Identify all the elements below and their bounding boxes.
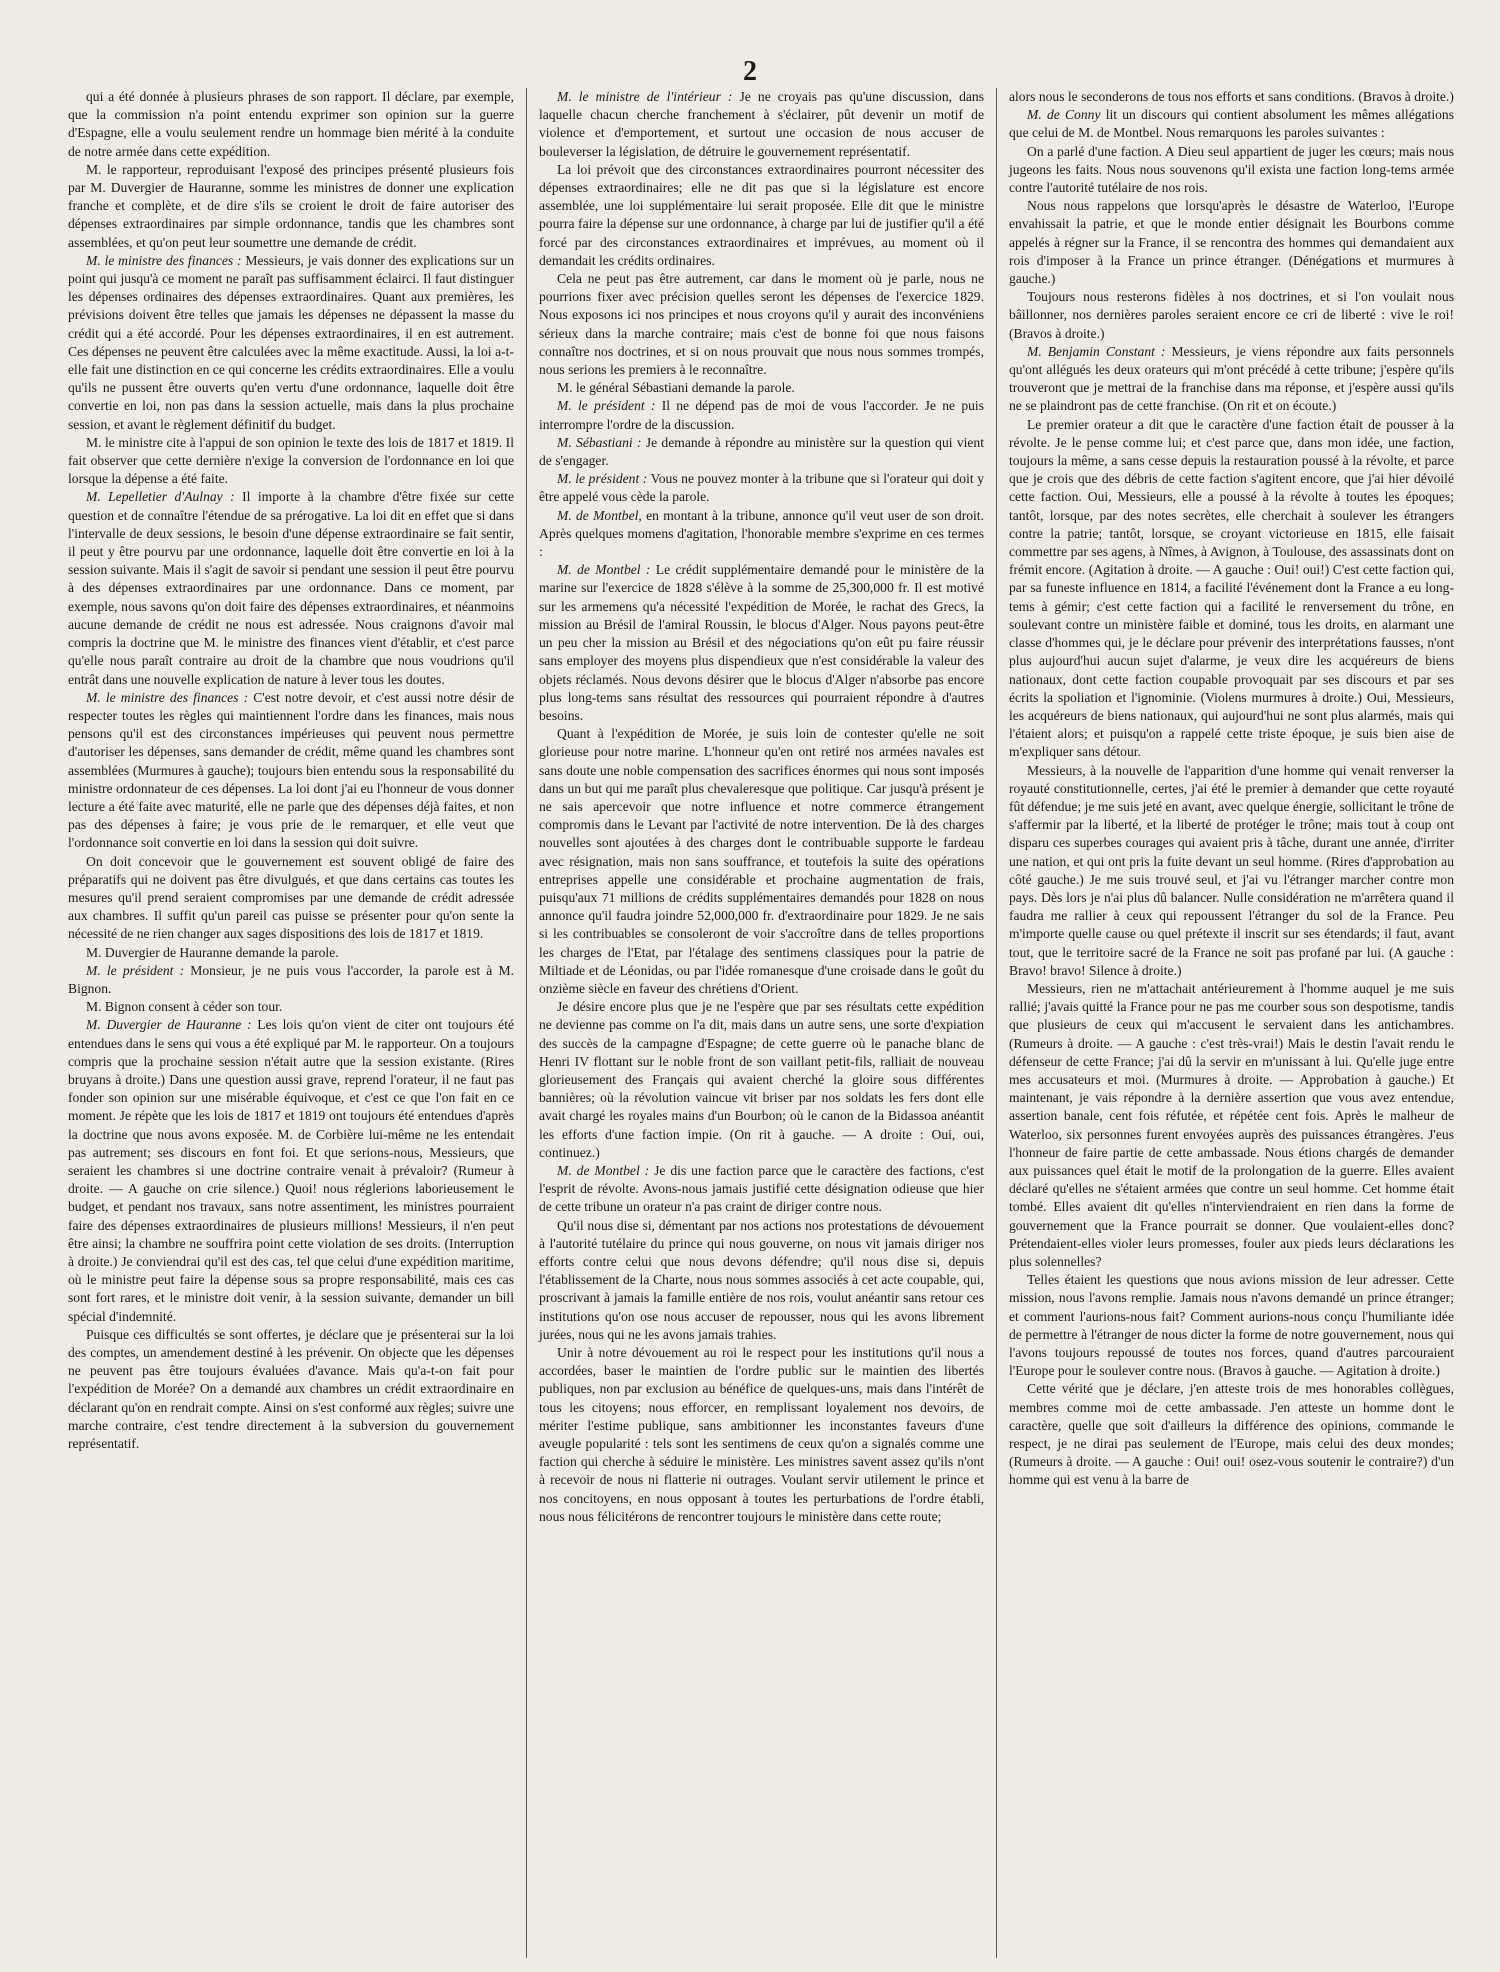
paragraph-text: M. Duvergier de Hauranne demande la parole.	[86, 944, 339, 960]
paragraph	[1009, 143, 1454, 198]
paragraph-text: Messieurs, à la nouvelle de l'apparition d'une homme qui venait renverser la royauté constitutionnelle, certes, j'ai été le premier à demander que cette royauté fût défendue; je me suis jeté en avant, avec quelque énergie, sollicitant le trône de s'affermir par la liberté, et la liberté de protéger le trône; mais tout à coup ont disparu ces superbes courages qui avaient pris à tâche, durant une année, d'irriter une nation, et qui ont pris la fuite devant un seul homme. (Rires d'approbation au côté gauche.) Je me suis trouvé seul, et j'ai vu l'étranger marcher contre mon pays. Dès lors je n'ai plus dû balancer. Nulle considération ne m'arrêtera quand il faudra me rallier à ceux qui repoussent l'étranger du sol de la France. Peu m'importe quelle cause ou quel prétexte il inscrit sur ses étendards; il faut, avant tout, que le territoire sacré de la France ne soit pas profané par lui. (A gauche : Bravo! bravo! Silence à droite.)	[1009, 762, 1454, 978]
paragraph	[539, 397, 984, 433]
paragraph	[539, 1217, 984, 1344]
paragraph-text: Telles étaient les questions que nous avions mission de leur adresser. Cette mission, nous l'avons remplie. Jamais nous n'avons demandé un prince étranger; et comment l'aurions-nous fait? Comment aurions-nous conçu l'humiliante idée de permettre à l'étranger de nous dicter la forme de notre gouvernement, nous qui l'avons toujours repoussé de toutes nos forces, quand d'autres parcouraient l'Europe pour le soulever contre nous. (Bravos à gauche. — Agitation à droite.)	[1009, 1272, 1454, 1379]
paragraph-text: Je demande à répondre au ministère sur la question qui vient de s'engager.	[539, 434, 984, 469]
paragraph	[1009, 197, 1454, 288]
paragraph-text: Je ne croyais pas qu'une discussion, dans laquelle chacun cherche franchement à s'éclairer, pût devenir un motif de violence et d'emportement, et surtout une occasion de nous accuser de bouleverser la législation, de détruire le gouvernement représentatif.	[539, 89, 984, 159]
paragraph-text: Le premier orateur a dit que le caractère d'une faction était de pousser à la révolte. Je le pense comme lui; et c'est parce que, dans mon idée, une faction, toujours la même, a sans cesse depuis la restauration poussé à la révolte, et parce que je crois que des débris de cette faction s'agitent encore, que j'ai hier dévoilé cette faction. Oui, Messieurs, elle a poussé à la révolte à toutes les époques; tantôt, lorsque, par des notes secrètes, elle cherchait à soulever les étrangers contre la patrie; tantôt, lorsque, se croyant victorieuse en 1815, elle faisait commettre par ses agens, à Nîmes, à Avignon, à Toulouse, des assassinats dont on frémit encore. (Agitation à droite. — A gauche : Oui! oui!) C'est cette faction qui, par sa funeste influence en 1814, a facilité l'événement dont la France a eu long-tems à gémir; c'est cette faction qui a facilité le renversement du trône, en soulevant contre un ministère faible et dominé, tous les droits, en alarmant une classe d'hommes qui, je le déclare pour prévenir des interprétations fausses, n'ont plus aujourd'hui aucun sujet d'alarme, je veux dire les acquéreurs de biens nationaux, dont cette faction coupable provoquait par ses discours et par ses écrits la spoliation et l'ignominie. (Violens murmures à droite.) Oui, Messieurs, les acquéreurs de biens nationaux, qui aujourd'hui ne sont plus alarmés, mais qui l'étaient alors; et puisqu'on a rappelé cette triste époque, je suis bien aise de m'expliquer sans détour.	[1009, 416, 1454, 760]
column-2	[526, 88, 996, 1958]
speaker-name: M. de Montbel,	[557, 507, 642, 523]
paragraph	[68, 962, 514, 998]
speaker-name: M. de Montbel :	[557, 1162, 650, 1178]
paragraph-text: Monsieur, je ne puis vous l'accorder, la parole est à M. Bignon.	[68, 962, 514, 996]
paragraph-text: On a parlé d'une faction. A Dieu seul appartient de juger les cœurs; mais nous jugeons les faits. Nous nous souvenons qu'il exista une faction long-tems armée contre l'autorité tutélaire de nos rois.	[1009, 143, 1454, 196]
paragraph-text: M. le général Sébastiani demande la parole.	[557, 380, 795, 396]
paragraph	[539, 88, 984, 161]
paragraph-text: Cette vérité que je déclare, j'en atteste trois de mes honorables collègues, membres comme moi de cette ambassade. J'en atteste un homme dont le caractère, quelle que soit d'ailleurs la différence des opinions, commande le respect, je ne dirai pas seulement de l'Europe, mais celui des deux mondes; (Rumeurs à droite. — A gauche : Oui! oui! osez-vous soutenir le contraire?) d'un homme qui est venu à la barre de	[1009, 1381, 1454, 1488]
paragraph-text: On doit concevoir que le gouvernement est souvent obligé de faire des préparatifs qui ne doivent pas être divulgués, et que dans certains cas toutes les mesures qu'il prend seraient compromises par une demande de crédit adressée aux chambres. Il suffit qu'un pareil cas puisse se présenter pour qu'on sente la nécessité de ne rien changer aux sages dispositions des lois de 1817 et 1819.	[68, 853, 514, 942]
speaker-name: M. Lepelletier d'Aulnay :	[86, 489, 235, 505]
paragraph-text: C'est notre devoir, et c'est aussi notre désir de respecter toutes les règles qui maintiennent l'ordre dans les finances, mais nous pensons qu'il est des circonstances impérieuses qui peuvent nous permettre d'autoriser les dépenses, sans demander de crédit, même quand les chambres sont assemblées (Murmures à gauche); toujours bien entendu sous la responsabilité du ministre ordonnateur de ces dépenses. La loi dont j'ai eu l'honneur de vous donner lecture a été faite avec maturité, elle ne parle que des dépenses déjà faites, et non pas des dépenses à faire; je vous prie de le remarquer, et elle veut que l'ordonnance soit convertie en loi dans la session qui doit suivre.	[68, 689, 514, 851]
paragraph-text: Nous nous rappelons que lorsqu'après le désastre de Waterloo, l'Europe envahissait la patrie, et que le monde entier désignait les Bourbons comme appelés à régner sur la France, il se rencontra des hommes qui demandaient aux rois d'imposer à la France un prince étranger. (Dénégations et murmures à gauche.)	[1009, 198, 1454, 287]
paragraph	[68, 88, 514, 161]
speaker-name: M. le président :	[557, 398, 656, 414]
paragraph-text: Je dis une faction parce que le caractère des factions, c'est l'esprit de révolte. Avons-nous jamais justifié cette désignation odieuse que hier de cette tribune un orateur n'a pas craint de diriger contre nous.	[539, 1162, 985, 1215]
paragraph	[1009, 88, 1454, 106]
speaker-name: M. le président :	[557, 471, 648, 487]
speaker-name: M. Duvergier de Hauranne :	[86, 1017, 252, 1033]
paragraph	[539, 1162, 984, 1217]
paragraph	[539, 434, 984, 470]
paragraph	[539, 561, 984, 725]
paragraph	[1009, 288, 1454, 343]
paragraph-text: Qu'il nous dise si, démentant par nos actions nos protestations de dévouement à l'autorité tutélaire du prince qui nous gouverne, on nous vit jamais diriger nos efforts contre celui que nous devons défendre; qu'il nous dise si, depuis l'établissement de la Charte, nous nous sommes associés à cet acte coupable, qui, proscrivant à jamais la famille entière de nos rois, voulut anéantir sans retour ces institutions qu'on ose nous accuser de repousser, nous qui les avons librement jurées, nous qui ne les avons jamais trahies.	[539, 1217, 984, 1342]
paragraph	[68, 689, 514, 853]
paragraph	[539, 998, 984, 1162]
paragraph	[1009, 416, 1454, 762]
speaker-name: M. le ministre des finances :	[86, 689, 249, 705]
speaker-name: M. de Montbel :	[557, 562, 651, 578]
paragraph	[1009, 762, 1454, 980]
paragraph	[68, 1016, 514, 1325]
paragraph-text: Le crédit supplémentaire demandé pour le ministère de la marine sur l'exercice de 1828 s'élève à la somme de 25,300,000 fr. Il est motivé sur les armemens qu'a nécessité l'expédition de Morée, le rachat des Grecs, la mission au Brésil de l'amiral Roussin, le blocus d'Alger. Nous payons peut-être un peu cher la mission au Brésil et des négociations qu'on eût pu faire réussir sans employer des moyens plus dispendieux que n'est considérable la valeur des objets réclamés. Nous devons désirer que le blocus d'Alger n'absorbe pas encore plus long-tems sans résultat des ressources qui pourraient répondre à d'autres besoins.	[539, 562, 984, 723]
column-3	[996, 88, 1466, 1958]
paragraph-text: M. le ministre cite à l'appui de son opinion le texte des lois de 1817 et 1819. Il fait observer que cette dernière n'exige la conversion de l'ordonnance en loi que lorsque la dépense a été faite.	[68, 434, 514, 487]
paragraph-text: en montant à la tribune, annonce qu'il veut user de son droit. Après quelques momens d'agitation, l'honorable membre s'exprime en ces termes :	[539, 507, 984, 560]
paragraph	[539, 1344, 984, 1526]
paragraph	[68, 434, 514, 489]
paragraph-text: Il importe à la chambre d'être fixée sur cette question et de connaître l'étendue de sa prérogative. La loi dit en effet que si dans l'intervalle de deux sessions, le besoin d'une dépense extraordinaire se fait sentir, il peut y être pourvu par une ordonnance, laquelle doit être convertie en loi à la session suivante. Mais il s'agit de savoir si pendant une session il peut être pourvu à des dépenses extraordinaires par une ordonnance. Dans ce moment, par exemple, nous savons qu'on doit faire des dépenses extraordinaires, et néanmoins aucune demande de crédit ne nous est adressée. Nous craignons d'avoir mal compris la doctrine que M. le ministre des finances vient d'établir, et c'est parce qu'elle nous paraît contraire au droit de la chambre que nous voudrions qu'il entrât dans une nouvelle explication de nature à lever tous les doutes.	[68, 489, 514, 687]
paragraph-text: M. le rapporteur, reproduisant l'exposé des principes présenté plusieurs fois par M. Duvergier de Hauranne, somme les ministres de donner une explication franche et complète, et de dire s'ils se croient le droit de faire autoriser des dépenses extraordinaires par simple ordonnance, tandis que les chambres sont assemblées, et qu'on peut leur soumettre une demande de crédit.	[68, 161, 514, 250]
paragraph-text: Quant à l'expédition de Morée, je suis loin de contester qu'elle ne soit glorieuse pour notre marine. L'honneur qu'en ont retiré nos armées navales est sans doute une noble compensation des sacrifices énormes qui nous sont imposés dans un but qui me paraît plus chevaleresque que politique. Car jusqu'à présent je ne sais apercevoir que notre influence et notre commerce étrangement compromis dans le Levant par l'activité de notre intervention. De là des charges nouvelles sont ajoutées à des charges dont le contribuable supporte le fardeau avec résignation, mais non sans souffrance, et toutefois la suite des opérations entreprises appelle une considérable et prochaine augmentation de frais, puisqu'aux 71 millions de crédits supplémentaires demandés pour 1828 on nous annonce qu'il faudra joindre 52,000,000 fr. d'extraordinaire pour 1829. Je ne sais si les contribuables se consoleront de voir s'accroître dans de telles proportions les charges de l'Etat, par l'étalage des sentimens classiques pour la patrie de Miltiade et de Léonidas, ou par l'idée romanesque d'une croisade dans le goût du onzième siècle en faveur des chrétiens d'Orient.	[539, 726, 984, 996]
page-number: 2	[743, 56, 757, 87]
paragraph	[539, 725, 984, 998]
paragraph	[1009, 1271, 1454, 1380]
paragraph	[539, 507, 984, 562]
speaker-name: M. le ministre des finances :	[86, 252, 242, 268]
paragraph-text: qui a été donnée à plusieurs phrases de son rapport. Il déclare, par exemple, que la commission n'a point entendu exprimer son opinion sur la guerre d'Espagne, elle a voulu seulement rendre un hommage bien mérité à la conduite de notre armée dans cette expédition.	[68, 89, 514, 159]
paragraph	[68, 853, 514, 944]
paragraph-text: Je désire encore plus que je ne l'espère que par ses résultats cette expédition ne devienne pas comme on l'a dit, mais dans un autre sens, une sorte d'expiation des succès de la campagne d'Espagne; de cette guerre où le panache blanc de Henri IV flottant sur le noble front de son vaillant petit-fils, ralliait de nouveau glorieusement des Français qui avaient cherché la gloire sous différentes bannières; où la révolution vaincue vit briser par nos soldats les fers dont elle avait chargé les royales mains d'un Bourbon; où le canon de la Bidassoa anéantit les efforts d'une faction impie. (On rit à gauche. — A droite : Oui, oui, continuez.)	[539, 999, 984, 1160]
paragraph-text: Les lois qu'on vient de citer ont toujours été entendues dans le sens qui vous a été expliqué par M. le rapporteur. On a toujours compris que la prochaine session n'était autre que la session existante. (Rires bruyans à droite.) Dans une question aussi grave, reprend l'orateur, il ne faut pas fonder son opinion sur une misérable équivoque, et c'est ce que l'on fait en ce moment. Je répète que les lois de 1817 et 1819 ont toujours été entendues d'après la doctrine que nous avons exposée. M. de Corbière lui-même ne les entendait pas autrement; ses discours en font foi. Et que serions-nous, Messieurs, que seraient les chambres si une doctrine contraire venait à prévaloir? (Rumeur à droite. — A gauche on crie silence.) Quoi! nous réglerions laborieusement le budget, et pendant nos travaux, sans notre assentiment, les ministres pourraient faire des dépenses extraordinaires de plusieurs millions! Messieurs, il n'en peut être ainsi; la chambre ne souffrira point cette violation de ses droits. (Interruption à droite.) Je conviendrai qu'il est des cas, tel que celui d'une expédition maritime, où le ministre peut faire la dépense sous sa propre responsabilité, mais ces cas sont fort rares, et le ministre doit venir, à la session suivante, demander un bill spécial d'indemnité.	[68, 1017, 515, 1324]
paragraph-text: Toujours nous resterons fidèles à nos doctrines, et si l'on voulait nous bâillonner, nos dernières paroles seraient encore ce cri de liberté : vive le roi! (Bravos à droite.)	[1009, 289, 1454, 341]
paragraph-text: La loi prévoit que des circonstances extraordinaires pourront nécessiter des dépenses extraordinaires; elle ne dit pas que si la législature est encore assemblée, une loi supplémentaire lui serait proposée. Elle dit que le ministre pourra faire la dépense sur une ordonnance, à charge par lui de justifier qu'il a été forcé par des circonstances extraordinaires et imprévues, au moment où il demandait les crédits ordinaires.	[539, 161, 984, 268]
paragraph	[1009, 106, 1454, 142]
paragraph-text: Vous ne pouvez monter à la tribune que si l'orateur qui doit y être appelé vous cède la parole.	[539, 471, 984, 505]
column-1	[56, 88, 526, 1958]
paragraph	[1009, 980, 1454, 1271]
speaker-name: M. Benjamin Constant :	[1027, 343, 1166, 359]
paragraph-text: Puisque ces difficultés se sont offertes, je déclare que je présenterai sur la loi des comptes, un amendement destiné à les prévenir. On objecte que les dépenses ne peuvent pas être toujours évaluées d'avance. Mais qu'a-t-on fait pour l'expédition de Morée? On a demandé aux chambres un crédit extraordinaire en déclarant qu'on en rendrait compte. Ainsi on s'est conformé aux règles; suivre une marche contraire, c'est tendre directement à la subversion du gouvernement représentatif.	[68, 1326, 514, 1452]
paragraph	[539, 270, 984, 379]
paragraph	[539, 161, 984, 270]
paragraph-text: Messieurs, je vais donner des explications sur un point qui jusqu'à ce moment ne paraît pas suffisamment éclairci. Il faut distinguer les dépenses ordinaires des dépenses extraordinaires. Quant aux premières, les prévisions doivent être telles que jamais les dépenses ne dépassent la masse du crédit qui a été accordé. Pour les dépenses extraordinaires, il en est autrement. Ces dépenses ne peuvent être calculées avec la même exactitude. Aussi, la loi a-t-elle fait une distinction en ce qui concerne les crédits extraordinaires. Elle a voulu qu'ils ne pussent être ouverts qu'en vertu d'une ordonnance, laquelle doit être convertie en loi, non pas dans la session actuelle, mais dans la plus prochaine session, et avant le règlement définitif du budget.	[68, 252, 514, 432]
paragraph	[68, 1326, 514, 1453]
speaker-name: M. de Conny	[1027, 107, 1101, 123]
paragraph	[68, 161, 514, 252]
paragraph-text: Unir à notre dévouement au roi le respect pour les institutions qu'il nous a accordées, baser le maintien de l'ordre public sur le maintien des libertés publiques, non par exclusion au bénéfice de quelques-uns, mais dans l'intérêt de tous les citoyens; nous efforcer, en remplissant loyalement nos devoirs, de mériter l'estime publique, sans ambitionner les inconstantes faveurs d'une aveugle popularité : tels sont les sentimens de ceux qu'on a signalés comme une faction qui cherche à séduire le ministère. Les ministres savent assez qu'ils n'ont à recevoir de nous ni flatterie ni outrages. Voulant servir utilement le prince et nos concitoyens, en nous opposant à toutes les perturbations de l'ordre établi, nous nous félicitérons de rencontrer toujours le ministère dans cette route;	[539, 1345, 984, 1524]
paragraph	[539, 470, 984, 506]
speaker-name: M. le président :	[86, 962, 185, 978]
paragraph	[68, 998, 514, 1016]
paragraph-text: Il ne dépend pas de moi de vous l'accorder. Je ne puis interrompre l'ordre de la discussion.	[539, 398, 984, 432]
paragraph-text: Messieurs, rien ne m'attachait antérieurement à l'homme auquel je me suis rallié; j'avais quitté la France pour ne pas me courber sous son despotisme, tandis que plusieurs de ceux qui m'accusent le servaient dans les antichambres. (Rumeurs à droite. — A gauche : c'est très-vrai!) Mais le destin l'avait rendu le défenseur de cette France; j'ai dû la servir en m'unissant à lui. Qu'elle juge entre mes accusateurs et moi. (Murmures à droite. — Approbation à gauche.) Et maintenant, je vais répondre à la dernière assertion que vous avez entendue, assertion banale, cent fois réfutée, et répétée cent fois. Après le malheur de Waterloo, six personnes furent envoyées auprès des puissances étrangères. J'eus l'honneur de faire partie de cette ambassade. Nous étions chargés de demander aux puissances quel était le motif de la prolongation de la guerre. Elles avaient déclaré qu'elles ne s'étaient armées que contre un seul homme. Cet homme était tombé. Elles avaient dit qu'elles n'interviendraient en rien dans la forme de gouvernement que la France pourrait se donner. Que voulaient-elles donc? Prétendaient-elles violer leurs promesses, fouler aux pieds leurs déclarations les plus solennelles?	[1009, 980, 1454, 1269]
paragraph	[1009, 1380, 1454, 1489]
speaker-name: M. Sébastiani :	[557, 434, 642, 450]
paragraph-text: Cela ne peut pas être autrement, car dans le moment où je parle, nous ne pourrions fixer avec précision quelles seront les dépenses de l'exercice 1829. Nous exposons ici nos principes et nous croyons qu'il y aurait des inconvéniens sérieux dans la marche contraire; mais c'est de bonne foi que nous faisons connaître nos doctrines, et si on nous prouvait que nous nous sommes trompés, nous serions les premiers à le reconnaître.	[539, 271, 984, 378]
paragraph	[68, 252, 514, 434]
speaker-name: M. le ministre de l'intérieur :	[557, 89, 733, 104]
paragraph	[68, 488, 514, 688]
paragraph-text: lit un discours qui contient absolument les mêmes allégations que celui de M. de Montbel. Nous remarquons les paroles suivantes :	[1009, 107, 1454, 141]
paragraph-text: alors nous le seconderons de tous nos efforts et sans conditions. (Bravos à droite.)	[1009, 89, 1454, 104]
paragraph-text: Messieurs, je viens répondre aux faits personnels qu'ont allégués les deux orateurs qui m'ont précédé à cette tribune; j'espère qu'ils trouveront que je mettrai de la franchise dans ma réponse, et j'espère aussi qu'ils ne se plaindront pas de cette franchise. (On rit et on écoute.)	[1009, 343, 1454, 414]
paragraph	[539, 379, 984, 397]
paragraph	[1009, 343, 1454, 416]
paragraph-text: M. Bignon consent à céder son tour.	[86, 999, 283, 1015]
columns	[56, 88, 1466, 1958]
paragraph	[68, 944, 514, 962]
